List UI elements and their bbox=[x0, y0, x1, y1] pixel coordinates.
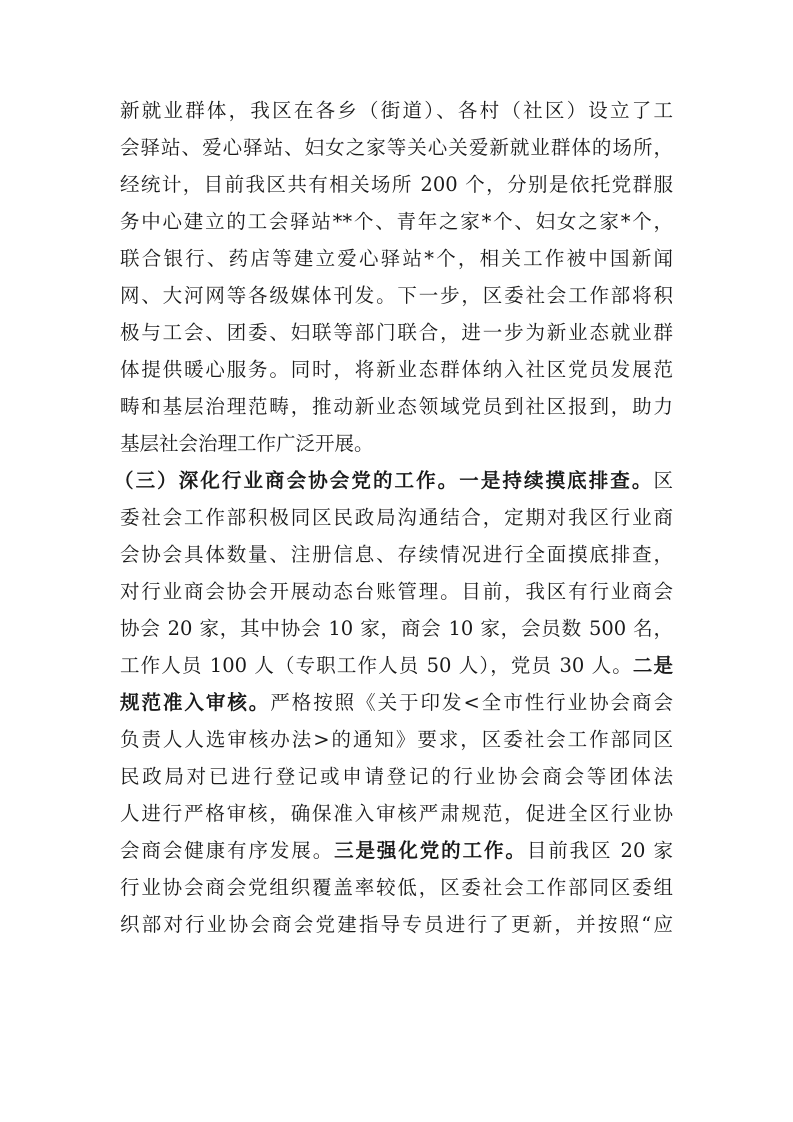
text-segment: 基层社会治理工作广泛开展。 bbox=[120, 432, 374, 455]
bold-text-segment: （三）深化行业商会协会党的工作。一是持续摸底排查。 bbox=[114, 469, 654, 492]
text-segment: 人进行严格审核，确保准入审核严肃规范，促进全区行业协 bbox=[120, 802, 673, 825]
text-segment: 务中心建立的工会驿站**个、青年之家*个、妇女之家*个， bbox=[120, 210, 673, 233]
text-segment: 目前我区 20 家 bbox=[526, 839, 673, 862]
text-line bbox=[120, 536, 673, 573]
text-segment: 会驿站、爱心驿站、妇女之家等关心关爱新就业群体的场所， bbox=[120, 136, 673, 159]
text-line bbox=[120, 906, 673, 943]
text-segment: 织部对行业协会商会党建指导专员进行了更新，并按照“应 bbox=[120, 913, 673, 936]
text-line bbox=[120, 758, 673, 795]
text-line bbox=[120, 92, 673, 129]
text-line bbox=[120, 351, 673, 388]
text-segment: 网、大河网等各级媒体刊发。下一步，区委社会工作部将积 bbox=[120, 284, 673, 307]
text-line bbox=[120, 573, 673, 610]
text-segment: 会商会健康有序发展。 bbox=[120, 839, 335, 862]
text-line bbox=[114, 462, 673, 499]
text-segment: 体提供暖心服务。同时，将新业态群体纳入社区党员发展范 bbox=[120, 358, 673, 381]
document-body bbox=[114, 92, 673, 943]
bold-text-segment: 三是强化党的工作。 bbox=[334, 839, 527, 862]
text-line bbox=[120, 425, 673, 462]
text-segment: 联合银行、药店等建立爱心驿站*个，相关工作被中国新闻 bbox=[120, 247, 673, 270]
text-segment: 区 bbox=[653, 469, 673, 492]
text-line bbox=[120, 499, 673, 536]
text-segment: 负责人人选审核办法>的通知》要求，区委社会工作部同区 bbox=[120, 728, 673, 751]
text-segment: 畴和基层治理范畴，推动新业态领域党员到社区报到，助力 bbox=[120, 395, 673, 418]
text-line bbox=[120, 277, 673, 314]
text-line bbox=[120, 240, 673, 277]
text-line bbox=[120, 869, 673, 906]
text-segment: 行业协会商会党组织覆盖率较低，区委社会工作部同区委组 bbox=[120, 876, 673, 899]
text-segment: 经统计，目前我区共有相关场所 200 个，分别是依托党群服 bbox=[120, 173, 673, 196]
text-line bbox=[120, 129, 673, 166]
text-segment: 严格按照《关于印发<全市性行业协会商会 bbox=[270, 691, 673, 714]
text-line bbox=[120, 647, 673, 684]
text-line bbox=[120, 388, 673, 425]
text-segment: 对行业商会协会开展动态台账管理。目前，我区有行业商会 bbox=[120, 580, 673, 603]
text-line bbox=[120, 684, 673, 721]
text-segment: 委社会工作部积极同区民政局沟通结合，定期对我区行业商 bbox=[120, 506, 673, 529]
text-segment: 会协会具体数量、注册信息、存续情况进行全面摸底排查， bbox=[120, 543, 673, 566]
text-segment: 新就业群体，我区在各乡（街道）、各村（社区）设立了工 bbox=[120, 99, 673, 122]
bold-text-segment: 二是 bbox=[632, 654, 673, 677]
text-segment: 协会 20 家，其中协会 10 家，商会 10 家，会员数 500 名， bbox=[120, 617, 673, 640]
text-line bbox=[120, 832, 673, 869]
text-line bbox=[120, 721, 673, 758]
text-line bbox=[120, 166, 673, 203]
text-line bbox=[120, 610, 673, 647]
text-segment: 极与工会、团委、妇联等部门联合，进一步为新业态就业群 bbox=[120, 321, 673, 344]
text-segment: 工作人员 100 人（专职工作人员 50 人），党员 30 人。 bbox=[120, 654, 633, 677]
bold-text-segment: 规范准入审核。 bbox=[120, 691, 271, 714]
text-line bbox=[120, 203, 673, 240]
text-line bbox=[120, 795, 673, 832]
text-line bbox=[120, 314, 673, 351]
text-segment: 民政局对已进行登记或申请登记的行业协会商会等团体法 bbox=[120, 765, 673, 788]
